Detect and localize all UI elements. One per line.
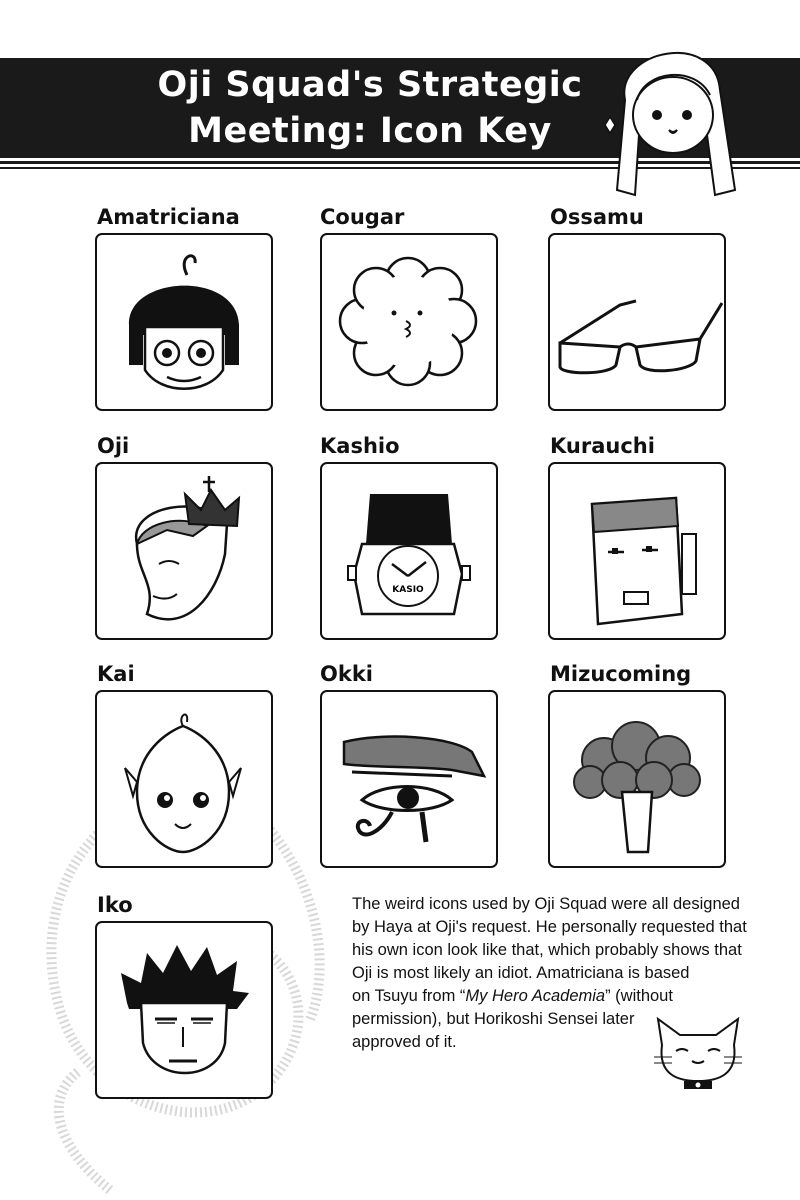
icon-card-cougar bbox=[320, 233, 498, 411]
icon-card-ossamu bbox=[548, 233, 726, 411]
page-title bbox=[90, 62, 650, 154]
girl-mascot-icon bbox=[595, 30, 745, 200]
bob-haircut-girl-icon bbox=[97, 235, 270, 408]
note-line-5-pre: on Tsuyu from “ bbox=[352, 987, 466, 1005]
note-line-1: The weird icons used by Oji Squad were all designed bbox=[352, 895, 740, 913]
svg-text:KASIO: KASIO bbox=[392, 585, 424, 595]
note-title-italic: My Hero Academia bbox=[465, 987, 606, 1005]
icon-label-kai: Kai bbox=[97, 662, 135, 686]
icon-card-kai bbox=[95, 690, 273, 868]
crowned-man-icon bbox=[97, 464, 270, 637]
icon-card-okki bbox=[320, 690, 498, 868]
icon-card-amatriciana bbox=[95, 233, 273, 411]
glasses-icon bbox=[550, 235, 723, 408]
icon-label-iko: Iko bbox=[97, 893, 133, 917]
visor-eye-of-horus-icon bbox=[322, 692, 495, 865]
spiky-hair-man-icon bbox=[97, 923, 270, 1096]
icon-card-iko bbox=[95, 921, 273, 1099]
title-line-2: Meeting: Icon Key bbox=[188, 111, 552, 151]
icon-label-amatriciana: Amatriciana bbox=[97, 205, 240, 229]
icon-card-kurauchi bbox=[548, 462, 726, 640]
icon-label-kurauchi: Kurauchi bbox=[550, 434, 655, 458]
title-line-1: Oji Squad's Strategic bbox=[157, 65, 583, 105]
note-line-2: by Haya at Oji's request. He personally requested that bbox=[352, 918, 747, 936]
note-line-3: his own icon look like that, which probably shows that bbox=[352, 941, 742, 959]
cloud-face-icon bbox=[322, 235, 495, 408]
icon-card-kashio bbox=[320, 462, 498, 640]
note-line-7: approved of it. bbox=[352, 1033, 457, 1051]
icon-label-kashio: Kashio bbox=[320, 434, 400, 458]
icon-label-mizucoming: Mizucoming bbox=[550, 662, 692, 686]
note-line-5-post: ” (without bbox=[605, 987, 673, 1005]
icon-card-oji bbox=[95, 462, 273, 640]
icon-label-cougar: Cougar bbox=[320, 205, 405, 229]
note-line-5 bbox=[352, 985, 782, 1008]
icon-label-ossamu: Ossamu bbox=[550, 205, 644, 229]
icon-label-oji: Oji bbox=[97, 434, 130, 458]
note-line-4: Oji is most likely an idiot. Amatriciana is based bbox=[352, 964, 690, 982]
note-line-6: permission), but Horikoshi Sensei later bbox=[352, 1010, 635, 1028]
kewpie-baby-icon bbox=[97, 692, 270, 865]
icon-label-okki: Okki bbox=[320, 662, 373, 686]
cat-mascot-icon bbox=[648, 1015, 748, 1095]
wristwatch-face-icon bbox=[322, 464, 495, 637]
broccoli-icon bbox=[550, 692, 723, 865]
block-head-icon bbox=[550, 464, 723, 637]
icon-card-mizucoming bbox=[548, 690, 726, 868]
